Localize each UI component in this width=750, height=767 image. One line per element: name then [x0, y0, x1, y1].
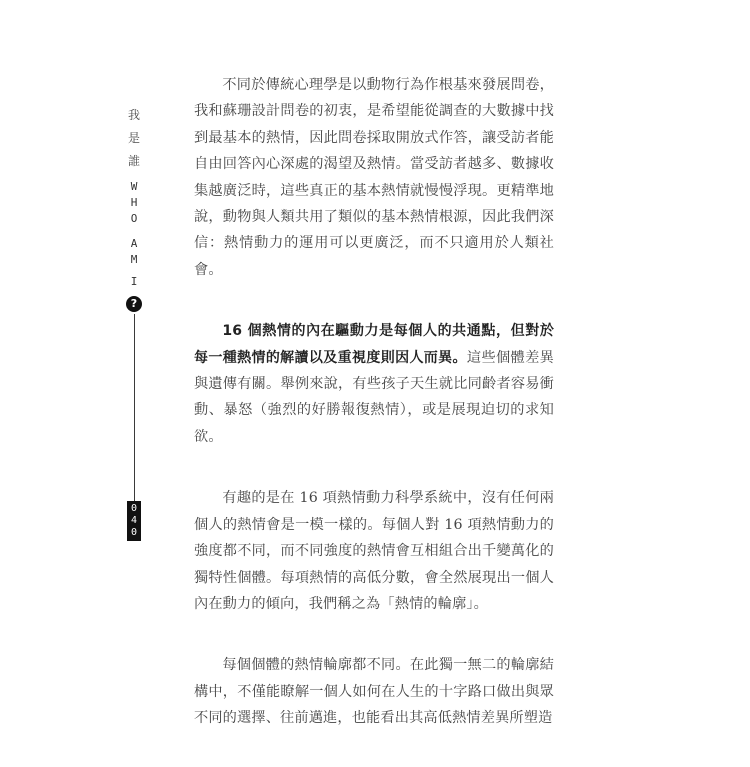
- side-rail: [124, 98, 144, 558]
- paragraph: [194, 652, 554, 731]
- rail-title-char: 我: [127, 108, 140, 122]
- page-number: [127, 501, 141, 541]
- rail-title-char: 誰: [127, 154, 140, 168]
- rail-english-char: A: [130, 237, 138, 250]
- rail-english-char: H: [130, 196, 138, 209]
- paragraph-text: 不同於傳統心理學是以動物行為作根基來發展問卷，我和蘇珊設計問卷的初衷，是希望能從調查的大數據中找到最基本的熱情，因此問卷採取開放式作答，讓受訪者能自由回答內心深處的渴望及熱情。當受訪者越多、數據收集越廣泛時，這些真正的基本熱情就慢慢浮現。更精準地說，動物與人類共用了類似的基本熱情根源，因此我們深信：熱情動力的運用可以更廣泛，而不只適用於人類社會。: [194, 77, 554, 278]
- rail-english-char: O: [130, 212, 138, 225]
- rail-divider-line: [134, 314, 135, 501]
- paragraph-text: 每個個體的熱情輪廓都不同。在此獨一無二的輪廓結構中，不僅能瞭解一個人如何在人生的十字路口做出與眾不同的選擇、往前邁進，也能看出其高低熱情差異所塑造: [194, 657, 554, 727]
- rail-english-char: I: [130, 275, 138, 288]
- page-number-digit: 4: [130, 515, 138, 526]
- paragraph: [194, 72, 554, 283]
- page-number-digit: 0: [130, 503, 138, 514]
- paragraph-text: 這些個體差異與遺傳有關。舉例來說，有些孩子天生就比同齡者容易衝動、暴怒（強烈的好勝報復熱情），或是展現迫切的求知欲。: [194, 349, 554, 445]
- rail-english-char: M: [130, 253, 138, 266]
- page-number-digit: 0: [130, 527, 138, 538]
- body-text: [194, 72, 554, 767]
- rail-english-char: W: [130, 180, 138, 193]
- question-mark-icon: ?: [126, 296, 142, 312]
- paragraph-text: 有趣的是在 16 項熱情動力科學系統中，沒有任何兩個人的熱情會是一模一樣的。每個人對 16 項熱情動力的強度都不同，而不同強度的熱情會互相組合出千變萬化的獨特性個體。每項熱情的高低分數，會全然展現出一個人內在動力的傾向，我們稱之為「熱情的輪廓」。: [194, 490, 554, 612]
- rail-title-char: 是: [127, 131, 140, 145]
- paragraph: [194, 485, 554, 617]
- paragraph: [194, 318, 554, 450]
- paragraph-emphasis: 16 個熱情的內在驅動力是每個人的共通點，但對於每一種熱情的解讀以及重視度則因人而異。: [194, 323, 554, 366]
